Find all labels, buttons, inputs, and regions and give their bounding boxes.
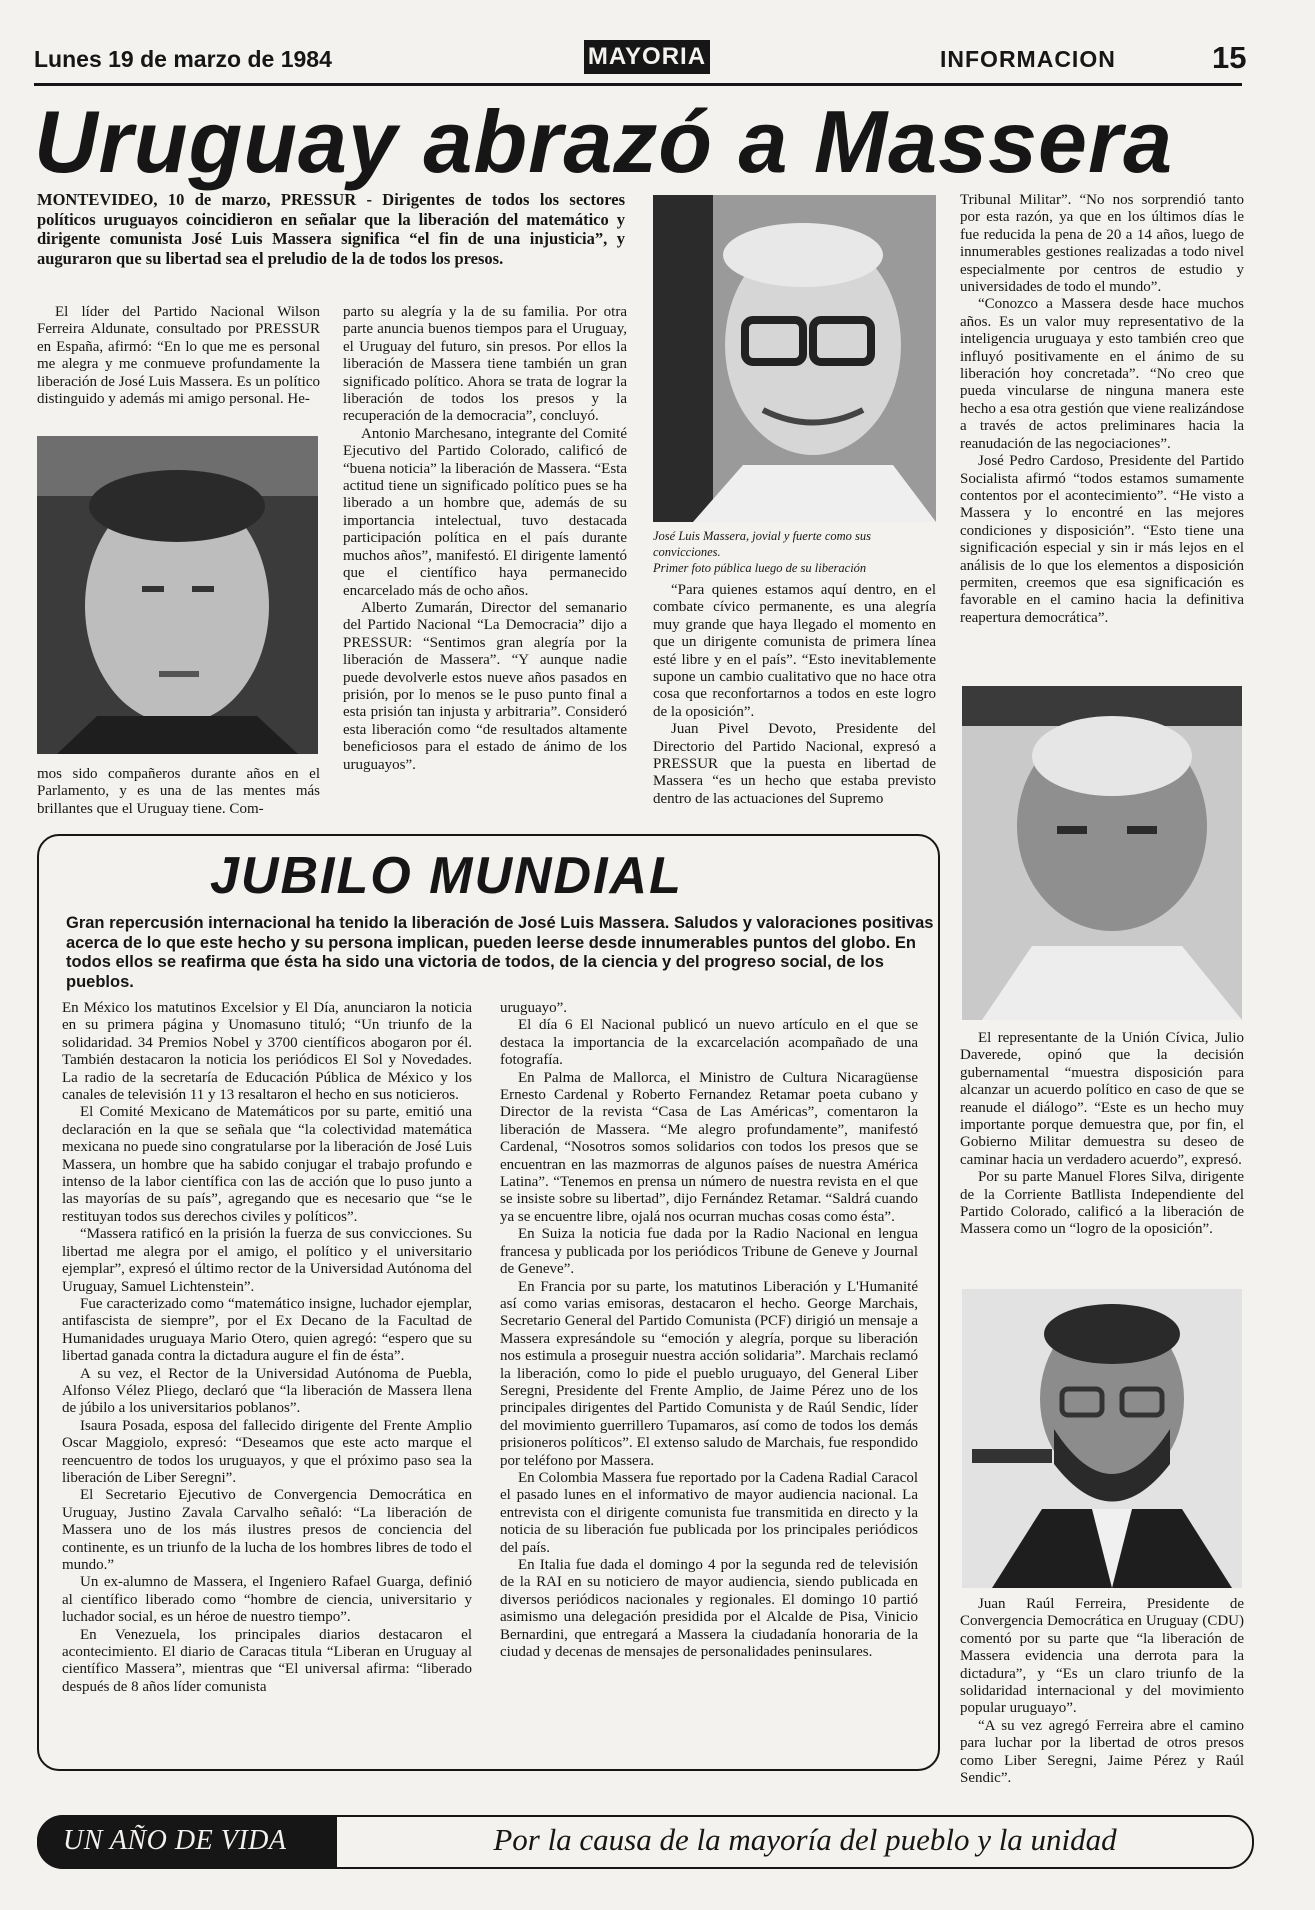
column-3 xyxy=(653,582,936,808)
paragraph: En Venezuela, los principales diarios destacaron el acontecimiento. El diario de Caracas titula “Liberan en Uruguay al científico Massera”, mientras que “El universal afirma: “liberado después de 8 años líder comunista xyxy=(62,1626,472,1695)
paragraph: En Colombia Massera fue reportado por la Cadena Radial Caracol el pasado lunes en el informativo de mayor audiencia nacional. La entrevista con el dirigente comunista fue transmitida en directo y la noticia de su liberación fue publicada por los principales periódicos del país. xyxy=(500,1469,918,1556)
paragraph: En Palma de Mallorca, el Ministro de Cultura Nicaragüense Ernesto Cardenal y Roberto Fernandez Retamar poeta cubano y Director de la revista “Casa de Las Américas”, comentaron la liberación de Massera. “Me alegro profundamente”, manifestó Cardenal, “Nosotros somos solidarios con todos los presos que se encuentran en las mazmorras de algunos países de nuestra América Latina”. “Tenemos en prensa un número de nuestra revista en el que se insiste sobre su libertad”, dijo Fernández Retamar. “Saldrá cuando ya se encuentre libre, ojalá nos ocurran muchas cosas como ésta”. xyxy=(500,1069,918,1225)
issue-date: Lunes 19 de marzo de 1984 xyxy=(34,46,332,72)
column-1-top xyxy=(37,304,320,408)
paragraph: El representante de la Unión Cívica, Julio Daverede, opinó que la decisión gubernamental “muestra disposición para alcanzar un acuerdo político en caso de que se reanude el diálogo”. “Este es un hecho muy importante porque demuestra que, por fin, el Gobierno Militar demuestra su deseo de caminar hacia un verdadero acuerdo”, expresó. xyxy=(960,1030,1244,1168)
section-label: INFORMACION xyxy=(940,46,1116,72)
paragraph: parto su alegría y la de su familia. Por otra parte anuncia buenos tiempos para el Uruguay, el Uruguay del futuro, sin presos. Por ellos la liberación de Massera tiene también un gran significado político. Ahora se trata de lograr la liberación de todos los presos y la recuperación de la democracia”, concluyó. xyxy=(343,304,627,425)
footer-tag xyxy=(37,1815,337,1869)
paragraph: El día 6 El Nacional publicó un nuevo artículo en el que se destaca la importancia de la excarcelación acompañado de una fotografía. xyxy=(500,1017,918,1069)
paragraph: José Pedro Cardoso, Presidente del Partido Socialista afirmó “todos estamos sumamente contentos por el acontecimiento”. “He visto a Massera y lo encontré en las mejores condiciones y disposición”. “Esto tiene una significación especial y sin ir más lejos en el análisis de lo que los elementos a disposición permiten, creemos que esa significación es favorable en el camino hacia la definitiva reapertura democrática”. xyxy=(960,453,1244,626)
paragraph: mos sido compañeros durante años en el Parlamento, y es una de las mentes más brillantes que el Uruguay tiene. Com- xyxy=(37,766,320,817)
box-column-left xyxy=(62,1000,472,1696)
paragraph: Alberto Zumarán, Director del semanario del Partido Nacional “La Democracia” dijo a PRESSUR: “Sentimos gran alegría por la liberación de Massera”. “Y aunque nadie puede devolverle estos nueve años pasados en prisión, por lo menos se le puso punto final a esta prisión tan injusta y arbitraria”. Consideró esta liberación como “de resultados altamente beneficiosos para el estado de ánimo de los uruguayos”. xyxy=(343,599,627,773)
footer-tag-text: UN AÑO DE VIDA xyxy=(63,1825,287,1856)
paragraph: En Italia fue dada el domingo 4 por la segunda red de televisión de la RAI en su noticiero de mayor audiencia, siendo publicada en diversos periódicos nacionales y regionales. El domingo 10 partió asimismo una delegación presidida por el Alcalde de Pisa, Vinicio Bernardini, que entregará a Massera la ciudadanía honoraria de la ciudad y decenas de mensajes de personalidades peninsulares. xyxy=(500,1557,918,1661)
column-4-top xyxy=(960,192,1244,627)
column-1-bottom xyxy=(37,766,320,818)
photo-elderly-man xyxy=(962,686,1242,1020)
paragraph: En México los matutinos Excelsior y El Día, anunciaron la noticia en su primera página y Unomasuno tituló; “Un triunfo de la solidaridad. 34 Premios Nobel y 3700 científicos abogaron por él. También destacaron la noticia los periódicos El Sol y Novedades. La radio de la secretaría de Educación Pública de México y los canales de televisión 11 y 13 resaltaron el hecho en sus noticieros. xyxy=(62,1000,472,1104)
photo-caption xyxy=(653,528,936,576)
photo-massera xyxy=(653,195,936,522)
paragraph: Juan Raúl Ferreira, Presidente de Convergencia Democrática en Uruguay (CDU) comentó por su parte que “la liberación de Massera evidencia una derrota para la dictadura”, y “Es un claro triunfo de la solidaridad internacional y del movimiento popular uruguayo”. xyxy=(960,1596,1244,1717)
paragraph: “Conozco a Massera desde hace muchos años. Es un valor muy representativo de la inteligencia uruguaya y esto también creo que influyó positivamente en el ánimo de su liberación hoy concretada”. “No creo que pueda vincularse de ninguna manera este hecho a esa otra gestión que viene realizándose a través de actos preliminares hacia la reanudación de las negociaciones”. xyxy=(960,296,1244,452)
paragraph: En Suiza la noticia fue dada por la Radio Nacional en lengua francesa y publicada por los periódicos Tribune de Geneve y Journal de Geneve”. xyxy=(500,1226,918,1278)
paragraph: El Comité Mexicano de Matemáticos por su parte, emitió una declaración en la que se señala que “la colectividad matemática mexicana no puede sino congratularse por la liberación de José Luis Massera, un hombre que ha sabido conjugar el trabajo profundo e intenso de la labor científica con las de acción que lo puso junto a las mayorías de su país”, agregando que es necesario que “se le restituyan todos sus derechos civiles y políticos”. xyxy=(62,1104,472,1225)
box-lede: Gran repercusión internacional ha tenido la liberación de José Luis Massera. Saludos y valoraciones positivas acerca de lo que este hecho y su persona implican, pueden leerse desde innumerables puntos del globo. En todos ellos se reafirma que ésta ha sido una victoria de todos, de la ciencia y del progreso social, de los pueblos. xyxy=(66,914,934,991)
paragraph: “A su vez agregó Ferreira abre el camino para luchar por la libertad de otros presos como Liber Seregni, Jaime Pérez y Raúl Sendic”. xyxy=(960,1717,1244,1787)
column-2 xyxy=(343,304,627,774)
paragraph: El Secretario Ejecutivo de Convergencia Democrática en Uruguay, Justino Zavala Carvalho señaló: “La liberación de Massera uno de los más ilustres presos de conciencia del continente, es un triunfo de la lucha de los hombres libres de todo el mundo.” xyxy=(62,1487,472,1573)
headline: Uruguay abrazó a Massera xyxy=(34,92,1174,191)
paragraph: “Massera ratificó en la prisión la fuerza de sus convicciones. Su libertad me alegra por el amigo, el político y el universitario ejemplar”, expresó el último rector de la Universidad Autónoma del Uruguay, Samuel Lichtenstein”. xyxy=(62,1226,472,1295)
portrait-image xyxy=(962,686,1242,1020)
footer-slogan: Por la causa de la mayoría del pueblo y la unidad xyxy=(493,1822,1117,1857)
box-column-right xyxy=(500,1000,918,1661)
paragraph: uruguayo”. xyxy=(500,1000,568,1016)
masthead-logo: MAYORIA xyxy=(584,40,710,74)
caption-line: Primer foto pública luego de su liberación xyxy=(653,561,867,575)
paragraph: Por su parte Manuel Flores Silva, dirigente de la Corriente Batllista Independiente del Partido Colorado, calificó a la liberación de Massera como un “logro de la oposición”. xyxy=(960,1169,1244,1238)
paragraph: Isaura Posada, esposa del fallecido dirigente del Frente Amplio Oscar Maggiolo, expresó: “Deseamos que este acto marque el reencuentro de todos los uruguayos, y que el próximo paso sea la liberación de Liber Seregni”. xyxy=(62,1417,472,1486)
photo-juan-raul-ferreira xyxy=(962,1289,1242,1588)
column-4-bottom xyxy=(960,1596,1244,1787)
paragraph: “Para quienes estamos aquí dentro, en el combate cívico permanente, es una alegría muy grande que haya llegado el momento en que un dirigente comunista de primera línea esté libre y en el país”. “Esto inevitablemente supone un cambio cualitativo que no hace otra cosa que reconfortarnos a todos en este logro de la oposición”. xyxy=(653,582,936,720)
header-rule xyxy=(34,83,1242,86)
portrait-image xyxy=(37,436,318,754)
portrait-image xyxy=(962,1289,1242,1588)
paragraph: Tribunal Militar”. “No nos sorprendió tanto por esta razón, ya que en los últimos días le fue reducida la pena de 20 a 14 años, luego de innumerables gestiones realizadas a todo nivel especialmente por centros de estudio y universidades de todo el mundo”. xyxy=(960,192,1244,296)
caption-line: José Luis Massera, jovial y fuerte como sus convicciones. xyxy=(653,529,872,559)
paragraph: El líder del Partido Nacional Wilson Ferreira Aldunate, consultado por PRESSUR en España, afirmó: “En lo que me es personal me alegra y me conmueve profundamente la liberación de José Luis Massera. Es un político distinguido y además mi amigo personal. He- xyxy=(37,304,320,408)
paragraph: Fue caracterizado como “matemático insigne, luchador ejemplar, antifascista de siempre”, por el Ex Decano de la Facultad de Humanidades uruguaya Mario Otero, quien agregó: “espero que su libertad ganada contra la dictadura augure el fin de ésta”. xyxy=(62,1295,472,1365)
article-lede: MONTEVIDEO, 10 de marzo, PRESSUR - Dirigentes de todos los sectores políticos uruguayos coincidieron en señalar que la liberación del matemático y dirigente comunista José Luis Massera significa “el fin de una injusticia”, y auguraron que su libertad sea el preludio de la de todos los presos. xyxy=(37,190,625,268)
paragraph: Antonio Marchesano, integrante del Comité Ejecutivo del Partido Colorado, calificó de “buena noticia” la liberación de Massera. “Esta actitud tiene un significado político pues se ha liberado a un hombre que, además de su importancia intelectual, tuvo destacada participación política en el país durante muchos años”, manifestó. El dirigente lamentó que el científico haya permanecido encarcelado más de ocho años. xyxy=(343,425,627,599)
page-number: 15 xyxy=(1212,40,1247,75)
paragraph: A su vez, el Rector de la Universidad Autónoma de Puebla, Alfonso Vélez Pliego, declaró que “la liberación de Massera llena de júbilo a los universitarios poblanos”. xyxy=(62,1365,472,1417)
photo-portrait-wilson-ferreira xyxy=(37,436,318,754)
box-title: JUBILO MUNDIAL xyxy=(210,847,683,905)
portrait-image xyxy=(653,195,936,522)
paragraph: Un ex-alumno de Massera, el Ingeniero Rafael Guarga, definió al científico liberado como “hombre de ciencia, universitario y luchador social, es un héroe de nuestro tiempo”. xyxy=(62,1574,472,1626)
paragraph: Juan Pivel Devoto, Presidente del Directorio del Partido Nacional, expresó a PRESSUR que la puesta en libertad de Massera “es un hecho que estaba previsto dentro de las actuaciones del Supremo xyxy=(653,721,936,807)
column-4-middle xyxy=(960,1030,1244,1239)
paragraph: En Francia por su parte, los matutinos Liberación y L'Humanité así como varias emisoras, destacaron el hecho. George Marchais, Secretario General del Partido Comunista (PCF) dirigió un mensaje a Massera expresándole su “emoción y alegría, porque su liberación nos estimula a proseguir nuestra acción solidaria”. Marchais reclamó la liberación, como lo pide el pueblo uruguayo, del General Liber Seregni, Presidente del Frente Amplio, de Jaime Pérez uno de los principales dirigentes del Partido Comunista y de Raúl Sendic, líder del movimiento guerrillero Tupamaros, así como de todos los demás prisioneros políticos”. El extenso saludo de Marchais, fue respondido por teléfono por Massera. xyxy=(500,1278,918,1469)
